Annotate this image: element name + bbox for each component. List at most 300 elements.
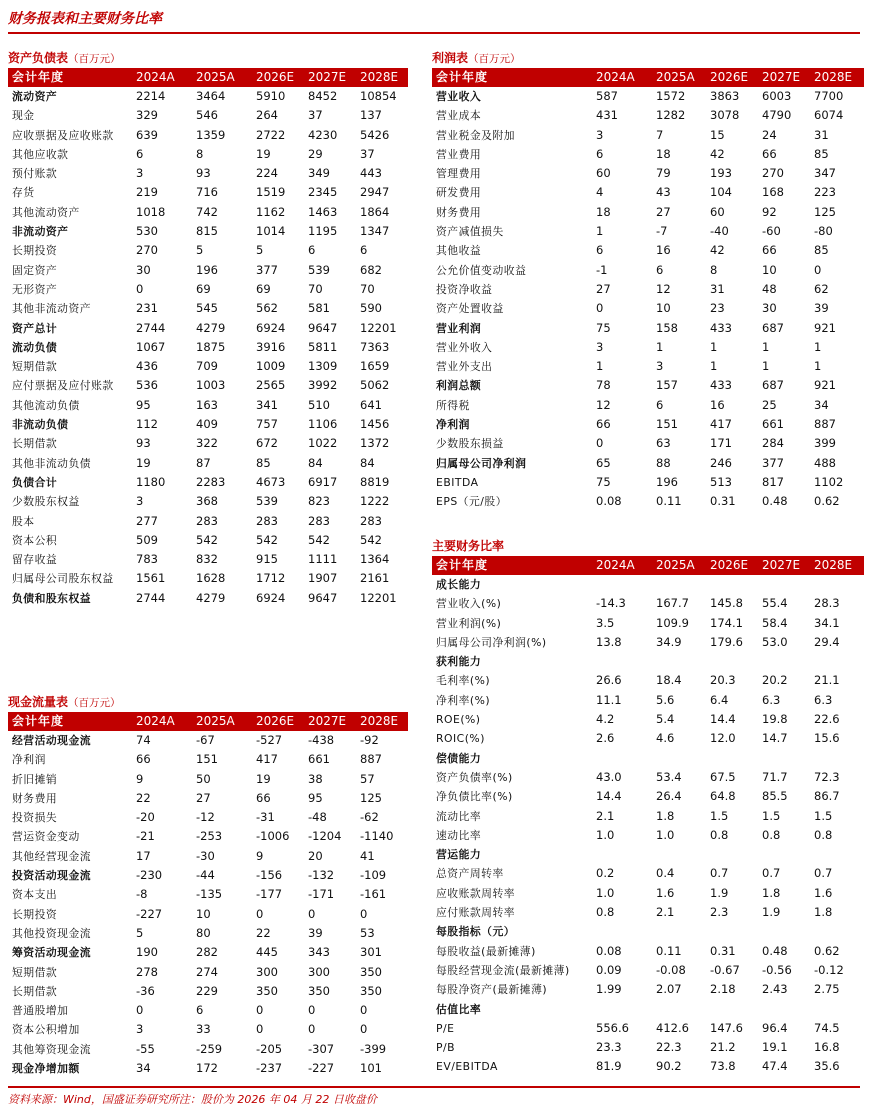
value-cell: 16 xyxy=(656,243,671,258)
table-row xyxy=(432,415,864,434)
row-label: 筹资活动现金流 xyxy=(12,946,92,960)
header-year-cell: 2025A xyxy=(192,68,252,87)
value-cell: 0.8 xyxy=(762,827,781,842)
value-cell: 231 xyxy=(136,301,158,316)
row-label: 资本支出 xyxy=(12,888,58,902)
value-cell xyxy=(592,922,652,941)
value-cell: 6074 xyxy=(814,108,844,123)
row-label: 其他流动资产 xyxy=(12,205,80,219)
value-cell xyxy=(592,1000,652,1019)
value-cell: 283 xyxy=(360,513,382,528)
income-statement-panel xyxy=(432,49,864,512)
value-cell: 687 xyxy=(762,378,784,393)
value-cell: 65 xyxy=(596,455,611,470)
value-cell: 67.5 xyxy=(710,769,736,784)
value-cell: 104 xyxy=(710,185,732,200)
value-cell: 19 xyxy=(256,771,271,786)
value-cell: 66 xyxy=(762,146,777,161)
table-row xyxy=(432,652,864,671)
value-cell: 86.7 xyxy=(814,789,840,804)
table-row xyxy=(432,396,864,415)
value-cell: 172 xyxy=(196,1061,218,1076)
table-row xyxy=(8,106,408,125)
row-label: EV/EBITDA xyxy=(436,1060,498,1074)
value-cell: 190 xyxy=(136,945,158,960)
table-row xyxy=(432,710,864,729)
value-cell xyxy=(706,749,758,768)
row-label: 少数股东损益 xyxy=(436,437,504,451)
value-cell: 556.6 xyxy=(596,1020,629,1035)
header-year-cell: 2028E xyxy=(810,68,864,87)
row-label: 净利率(%) xyxy=(436,693,491,707)
row-label: 归属母公司净利润 xyxy=(436,456,527,470)
value-cell: 0 xyxy=(256,1022,264,1037)
value-cell: 157 xyxy=(656,378,678,393)
value-cell: 3916 xyxy=(256,339,286,354)
value-cell: 0.11 xyxy=(656,943,682,958)
header-year-cell: 2026E xyxy=(706,68,758,87)
header-year-cell: 2028E xyxy=(356,712,408,731)
value-cell: 709 xyxy=(196,359,218,374)
value-cell: 39 xyxy=(308,925,323,940)
value-cell: 1.0 xyxy=(596,827,615,842)
value-cell xyxy=(652,845,706,864)
row-label: 成长能力 xyxy=(436,578,482,591)
value-cell: 921 xyxy=(814,378,836,393)
value-cell: 284 xyxy=(762,436,784,451)
table-row xyxy=(8,299,408,318)
value-cell: -227 xyxy=(136,906,163,921)
value-cell: 510 xyxy=(308,397,330,412)
value-cell: 301 xyxy=(360,945,382,960)
row-label: 管理费用 xyxy=(436,167,482,181)
value-cell: -237 xyxy=(256,1061,283,1076)
value-cell: 6 xyxy=(136,146,144,161)
row-label: 普通股增加 xyxy=(12,1004,69,1018)
value-cell xyxy=(652,1000,706,1019)
row-label: 长期借款 xyxy=(12,437,58,451)
value-cell: 4790 xyxy=(762,108,792,123)
value-cell: -307 xyxy=(308,1041,335,1056)
value-cell: -60 xyxy=(762,224,781,239)
value-cell: 174.1 xyxy=(710,615,743,630)
value-cell: 757 xyxy=(256,417,278,432)
table-row xyxy=(432,768,864,787)
value-cell: 412.6 xyxy=(656,1020,689,1035)
table-row xyxy=(8,222,408,241)
table-row xyxy=(432,980,864,999)
value-cell: 417 xyxy=(256,752,278,767)
table-row xyxy=(432,671,864,690)
value-cell: 196 xyxy=(196,262,218,277)
value-cell: 93 xyxy=(136,436,151,451)
value-cell: 7363 xyxy=(360,339,390,354)
row-label: 股本 xyxy=(12,514,35,528)
table-header-row xyxy=(432,556,864,575)
value-cell: 0.8 xyxy=(814,827,833,842)
value-cell: 1.9 xyxy=(710,885,729,900)
table-row xyxy=(8,589,408,608)
value-cell xyxy=(706,575,758,594)
value-cell: 0.08 xyxy=(596,494,622,509)
row-label: 营业收入(%) xyxy=(436,597,502,611)
value-cell: 8452 xyxy=(308,89,338,103)
value-cell: 2722 xyxy=(256,127,286,142)
value-cell: 0 xyxy=(256,1003,264,1018)
value-cell: 6 xyxy=(360,243,368,258)
value-cell: 38 xyxy=(308,771,323,786)
table-row xyxy=(8,1040,408,1059)
balance-sheet-table xyxy=(8,68,408,608)
value-cell: 1009 xyxy=(256,359,286,374)
value-cell: 92 xyxy=(762,204,777,219)
value-cell: 283 xyxy=(256,513,278,528)
value-cell: 31 xyxy=(814,127,829,142)
value-cell: -31 xyxy=(256,810,275,825)
value-cell: 21.2 xyxy=(710,1040,736,1055)
value-cell: 55.4 xyxy=(762,596,788,611)
row-label: 每股经营现金流(最新摊薄) xyxy=(436,963,570,977)
row-label: 流动资产 xyxy=(12,90,58,103)
value-cell: 95 xyxy=(136,397,151,412)
table-row xyxy=(432,299,864,318)
value-cell: 145.8 xyxy=(710,596,743,611)
value-cell: 57 xyxy=(360,771,375,786)
value-cell: 433 xyxy=(710,378,732,393)
table-header-row xyxy=(8,712,408,731)
value-cell: 2161 xyxy=(360,571,390,586)
row-label: P/B xyxy=(436,1041,456,1055)
cash-flow-title-text: 现金流量表 xyxy=(8,695,69,709)
value-cell: 6.4 xyxy=(710,692,729,707)
value-cell: 37 xyxy=(360,146,375,161)
value-cell: -135 xyxy=(196,887,223,902)
value-cell: 5910 xyxy=(256,89,286,103)
value-cell: 1463 xyxy=(308,204,338,219)
table-row xyxy=(8,203,408,222)
row-label: 投资净收益 xyxy=(436,282,493,296)
value-cell xyxy=(758,749,810,768)
table-row xyxy=(8,280,408,299)
value-cell: 282 xyxy=(196,945,218,960)
cash-flow-table xyxy=(8,712,408,1078)
value-cell xyxy=(810,575,864,594)
value-cell xyxy=(706,1000,758,1019)
value-cell: 26.6 xyxy=(596,673,622,688)
value-cell: 2565 xyxy=(256,378,286,393)
value-cell: 1 xyxy=(596,359,604,374)
value-cell: 399 xyxy=(814,436,836,451)
value-cell: 9647 xyxy=(308,320,338,335)
value-cell: 539 xyxy=(256,494,278,509)
table-row xyxy=(432,106,864,125)
row-label: 其他经营现金流 xyxy=(12,849,92,863)
value-cell xyxy=(592,652,652,671)
row-label: 公允价值变动收益 xyxy=(436,263,527,277)
value-cell: -67 xyxy=(196,733,215,747)
table-row xyxy=(432,845,864,864)
value-cell: 58.4 xyxy=(762,615,788,630)
value-cell: -20 xyxy=(136,810,155,825)
value-cell: -205 xyxy=(256,1041,283,1056)
value-cell: 0.8 xyxy=(710,827,729,842)
value-cell: 1180 xyxy=(136,474,166,489)
value-cell: -80 xyxy=(814,224,833,239)
value-cell: 1222 xyxy=(360,494,390,509)
value-cell: 783 xyxy=(136,552,158,567)
value-cell: 530 xyxy=(136,224,158,239)
value-cell: 13.8 xyxy=(596,634,622,649)
value-cell: 823 xyxy=(308,494,330,509)
value-cell: 1 xyxy=(814,339,822,354)
value-cell: 53.4 xyxy=(656,769,682,784)
value-cell: 5.4 xyxy=(656,712,675,727)
value-cell: 50 xyxy=(196,771,211,786)
value-cell: 0.62 xyxy=(814,943,840,958)
value-cell: 22.6 xyxy=(814,712,840,727)
value-cell: 22 xyxy=(136,790,151,805)
table-row xyxy=(8,770,408,789)
value-cell: 69 xyxy=(256,281,271,296)
value-cell: 368 xyxy=(196,494,218,509)
value-cell: 168 xyxy=(762,185,784,200)
value-cell: 75 xyxy=(596,474,611,489)
value-cell: 661 xyxy=(308,752,330,767)
value-cell: 1.99 xyxy=(596,982,622,997)
value-cell: 1907 xyxy=(308,571,338,586)
value-cell: 545 xyxy=(196,301,218,316)
value-cell: 431 xyxy=(596,108,618,123)
table-row xyxy=(432,1000,864,1019)
value-cell: -0.12 xyxy=(814,962,844,977)
table-row xyxy=(8,924,408,943)
header-year-cell: 2027E xyxy=(304,712,356,731)
row-label: 净负债比率(%) xyxy=(436,790,513,804)
table-row xyxy=(432,633,864,652)
value-cell: 17 xyxy=(136,848,151,863)
table-row xyxy=(432,434,864,453)
value-cell: -230 xyxy=(136,868,163,883)
value-cell: 2744 xyxy=(136,320,166,335)
value-cell: 10 xyxy=(762,262,777,277)
table-row xyxy=(8,338,408,357)
table-row xyxy=(432,338,864,357)
value-cell: 590 xyxy=(360,301,382,316)
value-cell: 85 xyxy=(814,146,829,161)
header-year-cell: 2027E xyxy=(758,556,810,575)
value-cell: 1309 xyxy=(308,359,338,374)
value-cell: 10 xyxy=(656,301,671,316)
value-cell: 2345 xyxy=(308,185,338,200)
value-cell: 0.8 xyxy=(596,905,615,920)
table-row xyxy=(432,261,864,280)
value-cell: 377 xyxy=(256,262,278,277)
value-cell xyxy=(810,749,864,768)
table-row xyxy=(432,787,864,806)
value-cell: 0 xyxy=(596,436,604,451)
value-cell: 0.7 xyxy=(710,866,729,881)
value-cell: 163 xyxy=(196,397,218,412)
row-label: 毛利率(%) xyxy=(436,674,491,688)
value-cell: 536 xyxy=(136,378,158,393)
value-cell: 8 xyxy=(710,262,718,277)
value-cell: 270 xyxy=(762,166,784,181)
value-cell: 488 xyxy=(814,455,836,470)
row-label: P/E xyxy=(436,1021,455,1035)
value-cell: -7 xyxy=(656,224,668,239)
value-cell: 171 xyxy=(710,436,732,451)
table-row xyxy=(432,164,864,183)
header-year-cell: 2025A xyxy=(652,68,706,87)
value-cell: 6917 xyxy=(308,474,338,489)
cash-flow-title xyxy=(8,693,408,712)
value-cell: -92 xyxy=(360,733,379,747)
row-label: 营业外支出 xyxy=(436,360,493,374)
row-label: 其他非流动资产 xyxy=(12,302,92,316)
value-cell: 23.3 xyxy=(596,1040,622,1055)
row-label: 现金净增加额 xyxy=(12,1062,80,1076)
row-label: 资本公积增加 xyxy=(12,1023,80,1037)
value-cell: 0.09 xyxy=(596,962,622,977)
value-cell: 112 xyxy=(136,417,158,432)
row-label: 非流动资产 xyxy=(12,225,69,239)
value-cell: -399 xyxy=(360,1041,387,1056)
value-cell: 179.6 xyxy=(710,634,743,649)
table-row xyxy=(432,1057,864,1076)
value-cell: 80 xyxy=(196,925,211,940)
value-cell: 283 xyxy=(196,513,218,528)
value-cell xyxy=(758,652,810,671)
table-row xyxy=(8,87,408,106)
value-cell: -109 xyxy=(360,868,387,883)
value-cell: 88 xyxy=(656,455,671,470)
row-label: 折旧摊销 xyxy=(12,772,58,786)
value-cell: 1 xyxy=(656,339,664,354)
value-cell: 3 xyxy=(136,166,144,181)
value-cell: 682 xyxy=(360,262,382,277)
value-cell: 93 xyxy=(196,166,211,181)
table-row xyxy=(8,183,408,202)
value-cell: 60 xyxy=(596,166,611,181)
value-cell: 0.48 xyxy=(762,943,788,958)
value-cell: 2744 xyxy=(136,590,166,605)
value-cell: 546 xyxy=(196,108,218,123)
value-cell: 10854 xyxy=(360,89,397,103)
value-cell: 1.5 xyxy=(710,808,729,823)
value-cell: 62 xyxy=(814,281,829,296)
value-cell: 66 xyxy=(762,243,777,258)
row-label: 其他流动负债 xyxy=(12,398,80,412)
value-cell: 66 xyxy=(596,417,611,432)
value-cell: 1.9 xyxy=(762,905,781,920)
value-cell: -30 xyxy=(196,848,215,863)
value-cell: 815 xyxy=(196,224,218,239)
value-cell: 2.1 xyxy=(596,808,615,823)
value-cell: 151 xyxy=(196,752,218,767)
value-cell: 37 xyxy=(308,108,323,123)
value-cell: 75 xyxy=(596,320,611,335)
table-row xyxy=(432,594,864,613)
value-cell: 3 xyxy=(136,1022,144,1037)
value-cell: 18 xyxy=(596,204,611,219)
value-cell: 1364 xyxy=(360,552,390,567)
value-cell xyxy=(592,575,652,594)
value-cell: -14.3 xyxy=(596,596,626,611)
value-cell: 417 xyxy=(710,417,732,432)
row-label: 资产负债率(%) xyxy=(436,770,513,784)
value-cell: 8819 xyxy=(360,474,390,489)
value-cell: 278 xyxy=(136,964,158,979)
table-row xyxy=(432,826,864,845)
value-cell: 8 xyxy=(196,146,204,161)
value-cell: 18 xyxy=(656,146,671,161)
value-cell xyxy=(758,1000,810,1019)
value-cell: -527 xyxy=(256,733,283,747)
value-cell: 350 xyxy=(360,983,382,998)
value-cell: 513 xyxy=(710,474,732,489)
value-cell: -227 xyxy=(308,1061,335,1076)
value-cell: 33 xyxy=(196,1022,211,1037)
row-label: 营运能力 xyxy=(436,848,482,862)
row-label: 投资活动现金流 xyxy=(12,869,92,883)
value-cell: -1 xyxy=(596,262,608,277)
value-cell: 9 xyxy=(136,771,144,786)
value-cell: 223 xyxy=(814,185,836,200)
value-cell: 2.18 xyxy=(710,982,736,997)
row-label: 估值比率 xyxy=(436,1002,482,1016)
table-row xyxy=(432,614,864,633)
table-row xyxy=(8,943,408,962)
value-cell: 921 xyxy=(814,320,836,335)
value-cell: 1003 xyxy=(196,378,226,393)
value-cell: 1875 xyxy=(196,339,226,354)
value-cell: 300 xyxy=(308,964,330,979)
header-year-cell: 2027E xyxy=(758,68,810,87)
row-label: 存货 xyxy=(12,186,35,200)
value-cell: 542 xyxy=(196,532,218,547)
value-cell: 5 xyxy=(136,925,144,940)
value-cell: 270 xyxy=(136,243,158,258)
row-label: 其他投资现金流 xyxy=(12,926,92,940)
value-cell: 22.3 xyxy=(656,1040,682,1055)
value-cell: 817 xyxy=(762,474,784,489)
value-cell: -0.08 xyxy=(656,962,686,977)
value-cell: 14.4 xyxy=(710,712,736,727)
value-cell: 47.4 xyxy=(762,1059,788,1074)
table-row xyxy=(8,512,408,531)
value-cell: 53 xyxy=(360,925,375,940)
value-cell: 64.8 xyxy=(710,789,736,804)
value-cell: 409 xyxy=(196,417,218,432)
row-label: 资产处置收益 xyxy=(436,302,504,316)
value-cell: 1.0 xyxy=(596,885,615,900)
value-cell xyxy=(810,1000,864,1019)
value-cell xyxy=(652,749,706,768)
value-cell: -0.56 xyxy=(762,962,792,977)
value-cell: 3078 xyxy=(710,108,740,123)
table-row xyxy=(8,415,408,434)
table-row xyxy=(432,280,864,299)
value-cell: 34.1 xyxy=(814,615,840,630)
value-cell: 15 xyxy=(710,127,725,142)
value-cell: 14.4 xyxy=(596,789,622,804)
row-label: 归属母公司净利润(%) xyxy=(436,635,547,649)
value-cell xyxy=(758,575,810,594)
value-cell: 224 xyxy=(256,166,278,181)
balance-sheet-unit: （百万元） xyxy=(68,53,121,65)
row-label: 现金 xyxy=(12,109,35,123)
value-cell: 42 xyxy=(710,146,725,161)
